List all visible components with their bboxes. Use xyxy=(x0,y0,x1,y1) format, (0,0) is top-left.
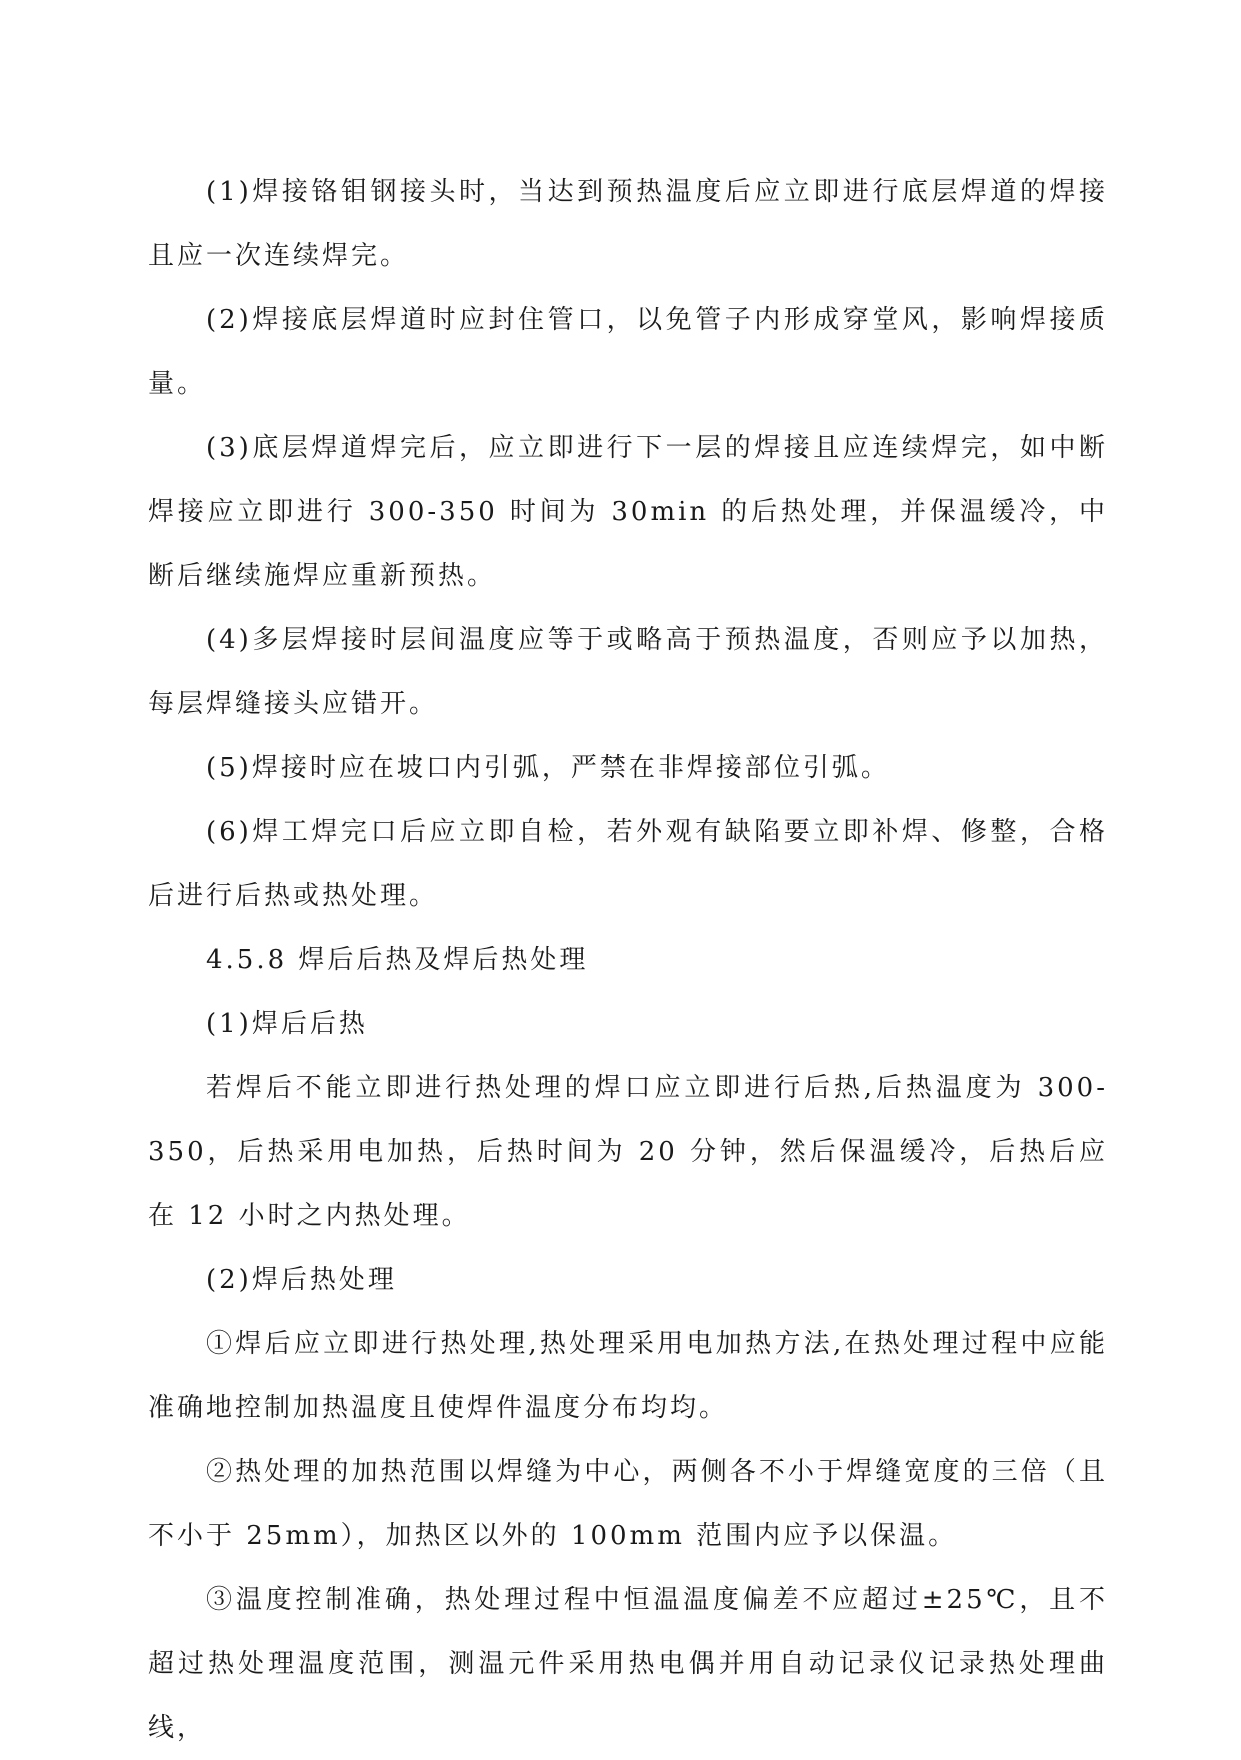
paragraph-5: (5)焊接时应在坡口内引弧，严禁在非焊接部位引弧。 xyxy=(206,753,890,783)
paragraph-post-weld-heating: 若焊后不能立即进行热处理的焊口应立即进行后热,后热温度为 300-350，后热采用电加热，后热时间为 20 分钟，然后保温缓冷，后热后应在 12 小时之内热处理。 xyxy=(148,1073,1108,1231)
paragraph-item-3: ③温度控制准确，热处理过程中恒温温度偏差不应超过±25℃，且不超过热处理温度范围，测温元件采用热电偶并用自动记录仪记录热处理曲线， xyxy=(148,1585,1108,1743)
paragraph-1: (1)焊接铬钼钢接头时，当达到预热温度后应立即进行底层焊道的焊接且应一次连续焊完。 xyxy=(148,177,1108,271)
paragraph-2: (2)焊接底层焊道时应封住管口，以免管子内形成穿堂风，影响焊接质量。 xyxy=(148,305,1108,399)
subheading-post-weld-heat-treatment: (2)焊后热处理 xyxy=(206,1265,397,1295)
paragraph-4: (4)多层焊接时层间温度应等于或略高于预热温度，否则应予以加热，每层焊缝接头应错开。 xyxy=(148,625,1108,719)
paragraph-item-2: ②热处理的加热范围以焊缝为中心，两侧各不小于焊缝宽度的三倍（且不小于 25mm），加热区以外的 100mm 范围内应予以保温。 xyxy=(148,1457,1108,1551)
document-body xyxy=(148,160,1108,1760)
subheading-post-weld-heating: (1)焊后后热 xyxy=(206,1009,368,1039)
section-heading-4-5-8: 4.5.8 焊后后热及焊后热处理 xyxy=(206,945,589,975)
paragraph-item-1: ①焊后应立即进行热处理,热处理采用电加热方法,在热处理过程中应能准确地控制加热温度且使焊件温度分布均均。 xyxy=(148,1329,1108,1423)
paragraph-3: (3)底层焊道焊完后，应立即进行下一层的焊接且应连续焊完，如中断焊接应立即进行 300-350 时间为 30min 的后热处理，并保温缓冷，中断后继续施焊应重新预热。 xyxy=(148,433,1108,591)
paragraph-6: (6)焊工焊完口后应立即自检，若外观有缺陷要立即补焊、修整，合格后进行后热或热处理。 xyxy=(148,817,1108,911)
